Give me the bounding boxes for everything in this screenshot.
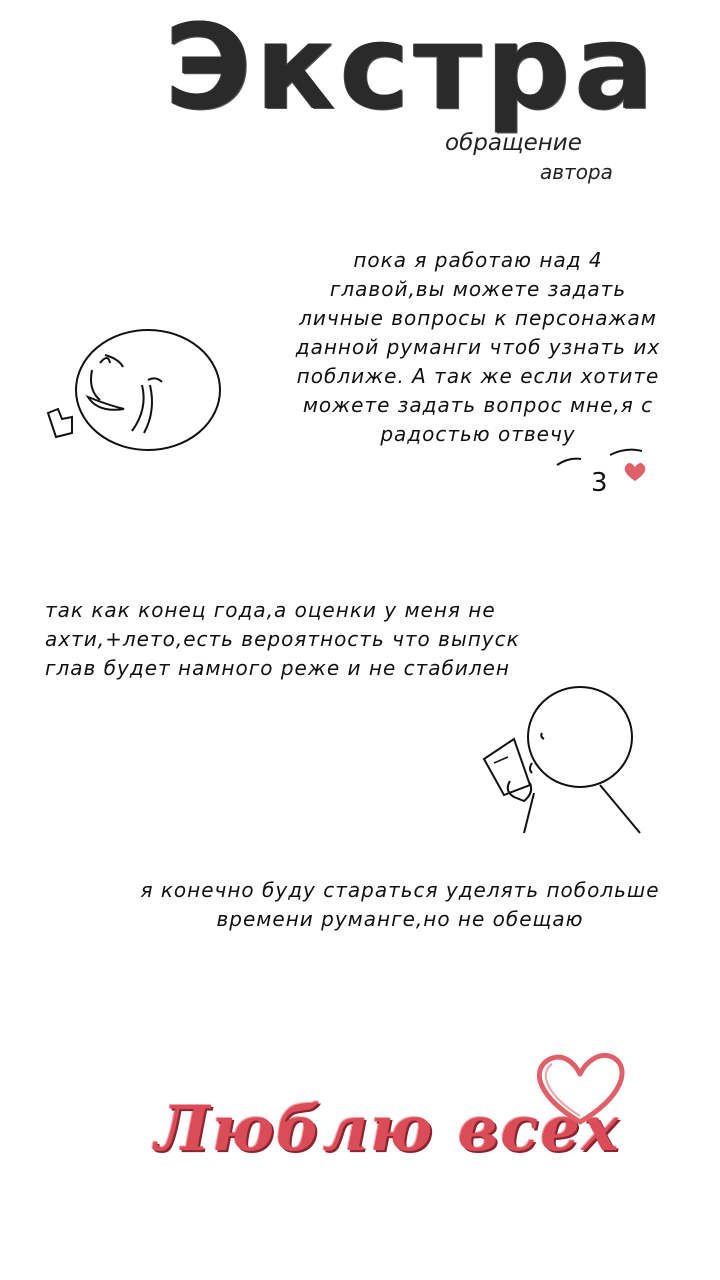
kiss-emoticon (555, 445, 655, 505)
subtitle-line-1: обращение (445, 130, 582, 156)
paragraph-promise: я конечно буду стараться уделять побольше времени руманге,но не обещаю (140, 878, 660, 931)
small-heart-icon (625, 463, 646, 481)
kiss-mark-text: 3 (591, 468, 608, 498)
laughing-face-doodle (40, 325, 220, 455)
paragraph-questions: пока я работаю над 4 главой,вы можете задать личные вопросы к персонажам данной руманги чтоб узнать их поближе. А так же если хотите можете задать вопрос мне,я с радостью отвечу (295, 248, 661, 446)
big-heart-icon (530, 1050, 630, 1130)
subtitle-line-2: автора (540, 160, 613, 184)
person-reading-doodle (480, 685, 650, 845)
page-title: Экстра (165, 0, 659, 136)
paragraph-schedule: так как конец года,а оценки у меня не ахти,+лето,есть вероятность что выпуск глав будет намного реже и не стабилен (45, 598, 520, 680)
closing-text: Люблю всех (155, 1092, 621, 1165)
